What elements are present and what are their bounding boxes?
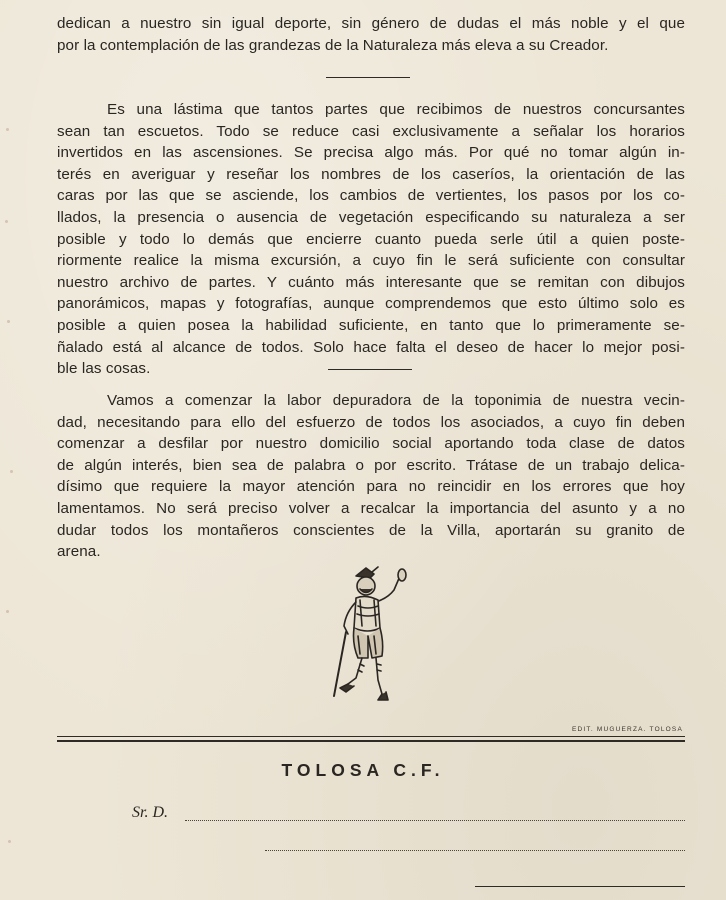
club-name: TOLOSA C.F. [281,760,445,780]
text-line: lamentamos. No será preciso volver a recalcar la importancia del asunto y a no [57,499,685,517]
text-line: comenzar a desfilar por nuestro domicilio social aportando toda clase de datos [57,435,685,453]
paper-speck [10,470,13,473]
paper-speck [6,128,9,131]
text-line: caras por las que se asciende, los cambios de vertientes, los pasos por los co- [57,187,685,205]
text-line: por la contemplación de las grandezas de la Naturaleza más eleva a su Creador. [57,36,609,54]
paragraph-2 [57,99,685,380]
footer-double-rule [57,736,685,742]
paragraph-3 [57,390,685,563]
text-line: ñalado está al alcance de todos. Solo hace falta el deseo de hacer lo mejor posi- [57,338,685,356]
text-line: dísimo que requiere la mayor atención para no reincidir en los errores que hoy [57,478,685,496]
text-line: Vamos a comenzar la labor depuradora de la toponimia de nuestra vecin- [107,392,685,409]
paper-speck [7,320,10,323]
text-line: riormente realice la misma excursión, a cuyo fin le será suficiente con consultar [57,252,685,270]
section-divider [326,77,410,78]
text-line: nuestro archivo de partes. Y cuánto más interesante que se remitan con dibujos [57,273,685,291]
text-line: Es una lástima que tantos partes que recibimos de nuestros concursantes [107,101,685,118]
paper-speck [8,840,11,843]
text-line: dudar todos los montañeros conscientes de la Villa, aportarán su granito de [57,521,685,539]
text-line: posible y todo lo demás que encierre cuanto pueda serle útil a quien poste- [57,230,685,248]
address-line-2[interactable] [265,850,685,851]
text-line: invertidos en las ascensiones. Se precisa algo más. Por qué no tomar algún in- [57,144,685,162]
address-prefix: Sr. D. [132,804,169,821]
printer-imprint: EDIT. MUGUERZA. TOLOSA [571,726,683,733]
text-line: de algún interés, bien sea de palabra o por escrito. Trátase de un trabajo delica- [57,456,685,474]
text-line: posible a quien posea la habilidad suficiente, en tanto que lo primeramente se- [57,316,685,334]
text-line: sean tan escuetos. Todo se reduce casi exclusivamente a señalar los horarios [57,122,685,140]
text-line: terés en averiguar y reseñar los nombres de los caseríos, la orientación de las [57,165,685,183]
address-line-3[interactable] [475,886,685,887]
text-line: panorámicos, mapas y fotografías, aunque comprendemos que esto último solo es [57,295,685,313]
text-line: ble las cosas. [57,360,151,378]
paper-speck [5,220,8,223]
paragraph-1 [57,13,685,56]
text-line: arena. [57,543,101,561]
text-line: dad, necesitando para ello del esfuerzo de todos los asociados, a cuyo fin deben [57,413,685,431]
text-line: llados, la presencia o ausencia de vegetación especificando su naturaleza a ser [57,208,685,226]
address-line-1[interactable] [185,820,685,821]
text-line: dedican a nuestro sin igual deporte, sin género de dudas el más noble y el que [57,15,685,32]
paper-speck [6,610,9,613]
section-divider [328,369,412,370]
dancing-mountaineer-icon [322,566,422,712]
